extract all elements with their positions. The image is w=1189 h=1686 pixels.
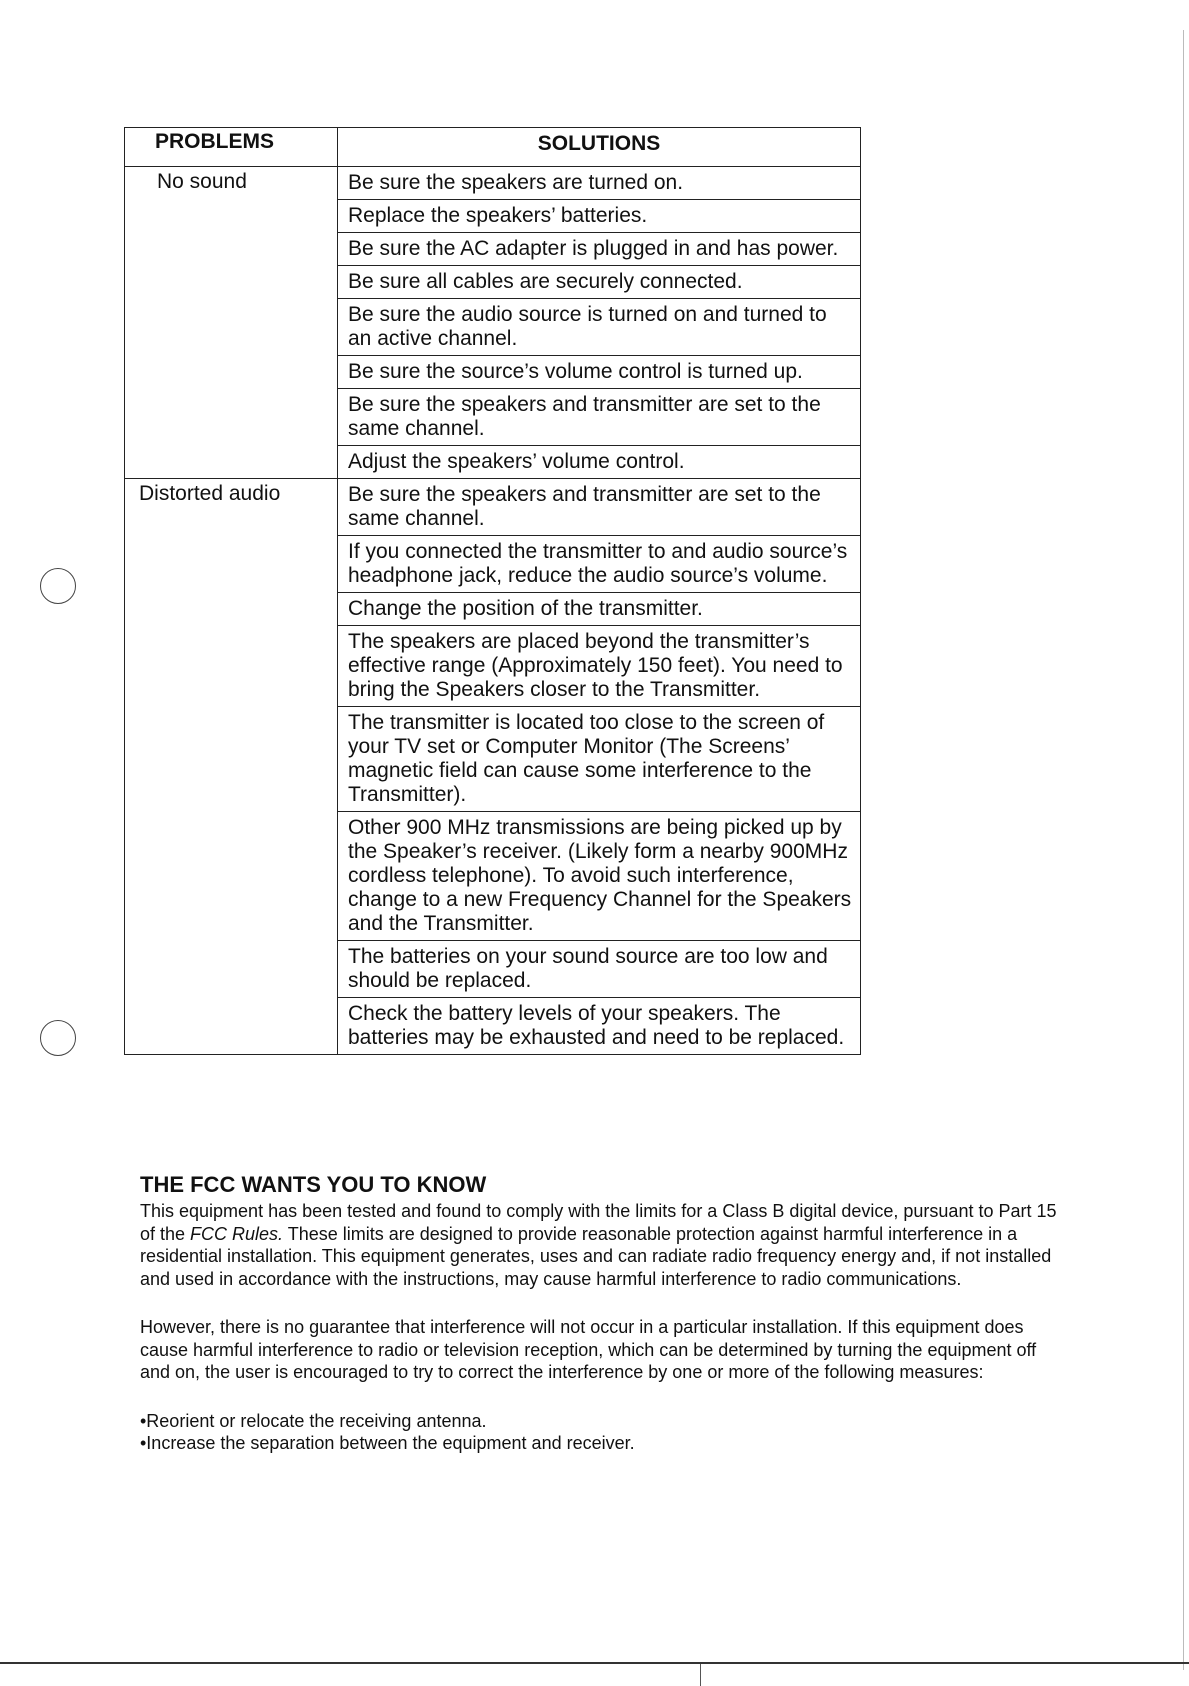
fcc-paragraph-2: However, there is no guarantee that interference will not occur in a particular installation. If this equipment does cause harmful interference to radio or television reception, which can be determined by turning the equipment off and on, the user is encouraged to try to correct the interference by one or more of the following measures:: [140, 1317, 1037, 1382]
solution-cell: Be sure the AC adapter is plugged in and has power.: [338, 233, 861, 266]
fcc-measures-list: [140, 1410, 1060, 1455]
solution-cell: Replace the speakers’ batteries.: [338, 200, 861, 233]
solution-cell: Be sure the source’s volume control is turned up.: [338, 356, 861, 389]
solution-cell: If you connected the transmitter to and audio source’s headphone jack, reduce the audio source’s volume.: [338, 536, 861, 593]
troubleshooting-table: [124, 127, 861, 1055]
solution-cell: Adjust the speakers’ volume control.: [338, 446, 861, 479]
solution-cell: The batteries on your sound source are too low and should be replaced.: [338, 941, 861, 998]
problem-cell: No sound: [125, 167, 338, 479]
list-item: •Increase the separation between the equipment and receiver.: [140, 1433, 635, 1453]
solution-cell: Be sure the speakers and transmitter are set to the same channel.: [338, 479, 861, 536]
solution-cell: The transmitter is located too close to the screen of your TV set or Computer Monitor (The Screens’ magnetic field can cause some interference to the Transmitter).: [338, 707, 861, 812]
solution-cell: Check the battery levels of your speakers. The batteries may be exhausted and need to be replaced.: [338, 998, 861, 1055]
solution-cell: Be sure all cables are securely connected.: [338, 266, 861, 299]
fcc-paragraph-1: [140, 1200, 1060, 1290]
table-body: [125, 167, 861, 1055]
solutions-header: SOLUTIONS: [338, 128, 861, 167]
solution-cell: Be sure the audio source is turned on and turned to an active channel.: [338, 299, 861, 356]
solution-cell: Other 900 MHz transmissions are being picked up by the Speaker’s receiver. (Likely form a nearby 900MHz cordless telephone). To avoid such interference, change to a new Frequency Channel for the Speakers and the Transmitter.: [338, 812, 861, 941]
problem-cell: Distorted audio: [125, 479, 338, 1055]
solution-cell: Be sure the speakers are turned on.: [338, 167, 861, 200]
fcc-section: [140, 1172, 1060, 1455]
fcc-rules-italic: FCC Rules.: [190, 1223, 284, 1244]
scan-edge: [700, 1664, 701, 1686]
solution-cell: The speakers are placed beyond the transmitter’s effective range (Approximately 150 feet). You need to bring the Speakers closer to the Transmitter.: [338, 626, 861, 707]
table-row: [125, 479, 861, 536]
fcc-p1-text: This equipment has been tested and found to comply with the limits for a Class B digital device, pursuant to Part 15 of the: [140, 1201, 1057, 1244]
scan-edge: [0, 1662, 1189, 1664]
list-item: •Reorient or relocate the receiving antenna.: [140, 1410, 487, 1431]
problems-header: PROBLEMS: [125, 128, 338, 167]
fcc-p1-text: These limits are designed to provide reasonable protection against harmful interference in a residential installation. This equipment generates, uses and can radiate radio frequency energy and, if not installed and used in accordance with the instructions, may cause harmful interference to radio communications.: [140, 1223, 1052, 1289]
table-header-row: [125, 128, 861, 167]
punch-hole: [40, 568, 76, 604]
scan-edge: [1183, 30, 1184, 1670]
solution-cell: Change the position of the transmitter.: [338, 593, 861, 626]
solution-cell: Be sure the speakers and transmitter are set to the same channel.: [338, 389, 861, 446]
fcc-heading: THE FCC WANTS YOU TO KNOW: [140, 1172, 487, 1197]
table-row: [125, 167, 861, 200]
punch-hole: [40, 1020, 76, 1056]
